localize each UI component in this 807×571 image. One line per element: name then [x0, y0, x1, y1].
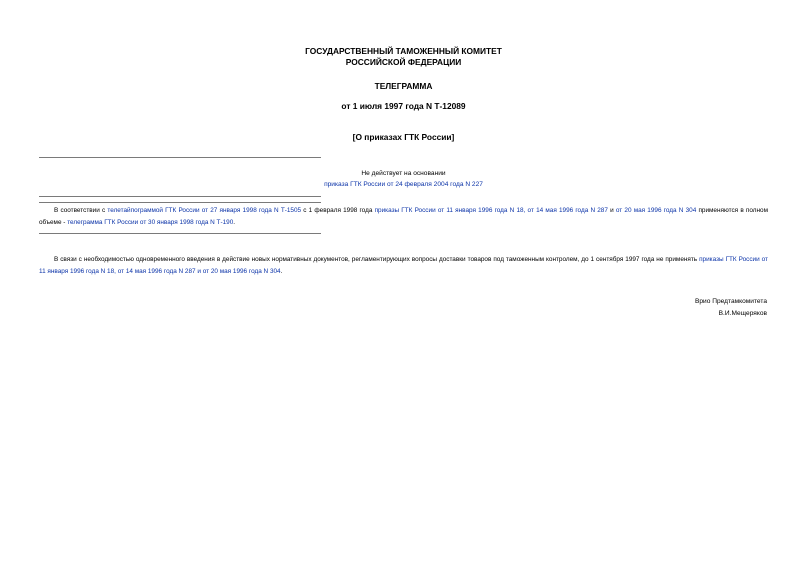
note-link-teletype[interactable]: телетайпограммой ГТК России от 27 января 1998 года N Т-1505: [107, 207, 302, 214]
signature-title: Врио Предтамкомитета: [694, 298, 767, 305]
body-text: В связи с необходимостью одновременного введения в действие новых нормативных документов, регламентирующих вопросы доставки товаров под таможенным контролем, до 1 сентября 1997 года не применять: [54, 256, 700, 263]
note-text: и: [607, 207, 616, 214]
divider: [39, 233, 321, 234]
note-link-orders[interactable]: приказы ГТК России от 11 января 1996 года N 18, от 14 мая 1996 года N 287: [374, 207, 608, 214]
status-note-text: Не действует на основании: [361, 170, 446, 177]
doc-date: от 1 июля 1997 года N Т-12089: [341, 101, 466, 111]
org-name-line1: ГОСУДАРСТВЕННЫЙ ТАМОЖЕННЫЙ КОМИТЕТ: [305, 46, 502, 56]
doc-subject: [О приказах ГТК России]: [352, 132, 455, 142]
note-text: В соответствии с: [54, 207, 108, 214]
signature-name: В.И.Мещеряков: [718, 310, 767, 317]
divider: [39, 202, 321, 203]
body-link-orders[interactable]: приказы ГТК России от 11 января 1996 года N 18, от 14 мая 1996 года N 287 и от 20 мая 1996 года N 304: [39, 256, 768, 275]
note-link-order-304[interactable]: от 20 мая 1996 года N 304: [615, 207, 697, 214]
note-text: .: [233, 218, 236, 226]
org-name-line2: РОССИЙСКОЙ ФЕДЕРАЦИИ: [345, 57, 462, 67]
body-text: .: [280, 267, 283, 275]
body-paragraph: [39, 254, 768, 277]
status-note-link[interactable]: приказа ГТК России от 24 февраля 2004 года N 227: [324, 181, 483, 188]
note-text: с 1 февраля 1998 года: [301, 207, 375, 214]
doc-type: ТЕЛЕГРАММА: [374, 81, 433, 91]
divider: [39, 157, 321, 158]
divider: [39, 196, 321, 197]
editorial-note: [39, 205, 768, 228]
note-text: применяются в полном объеме -: [39, 207, 768, 226]
note-link-telegram[interactable]: телеграмма ГТК России от 30 января 1998 года N Т-190: [67, 218, 234, 226]
